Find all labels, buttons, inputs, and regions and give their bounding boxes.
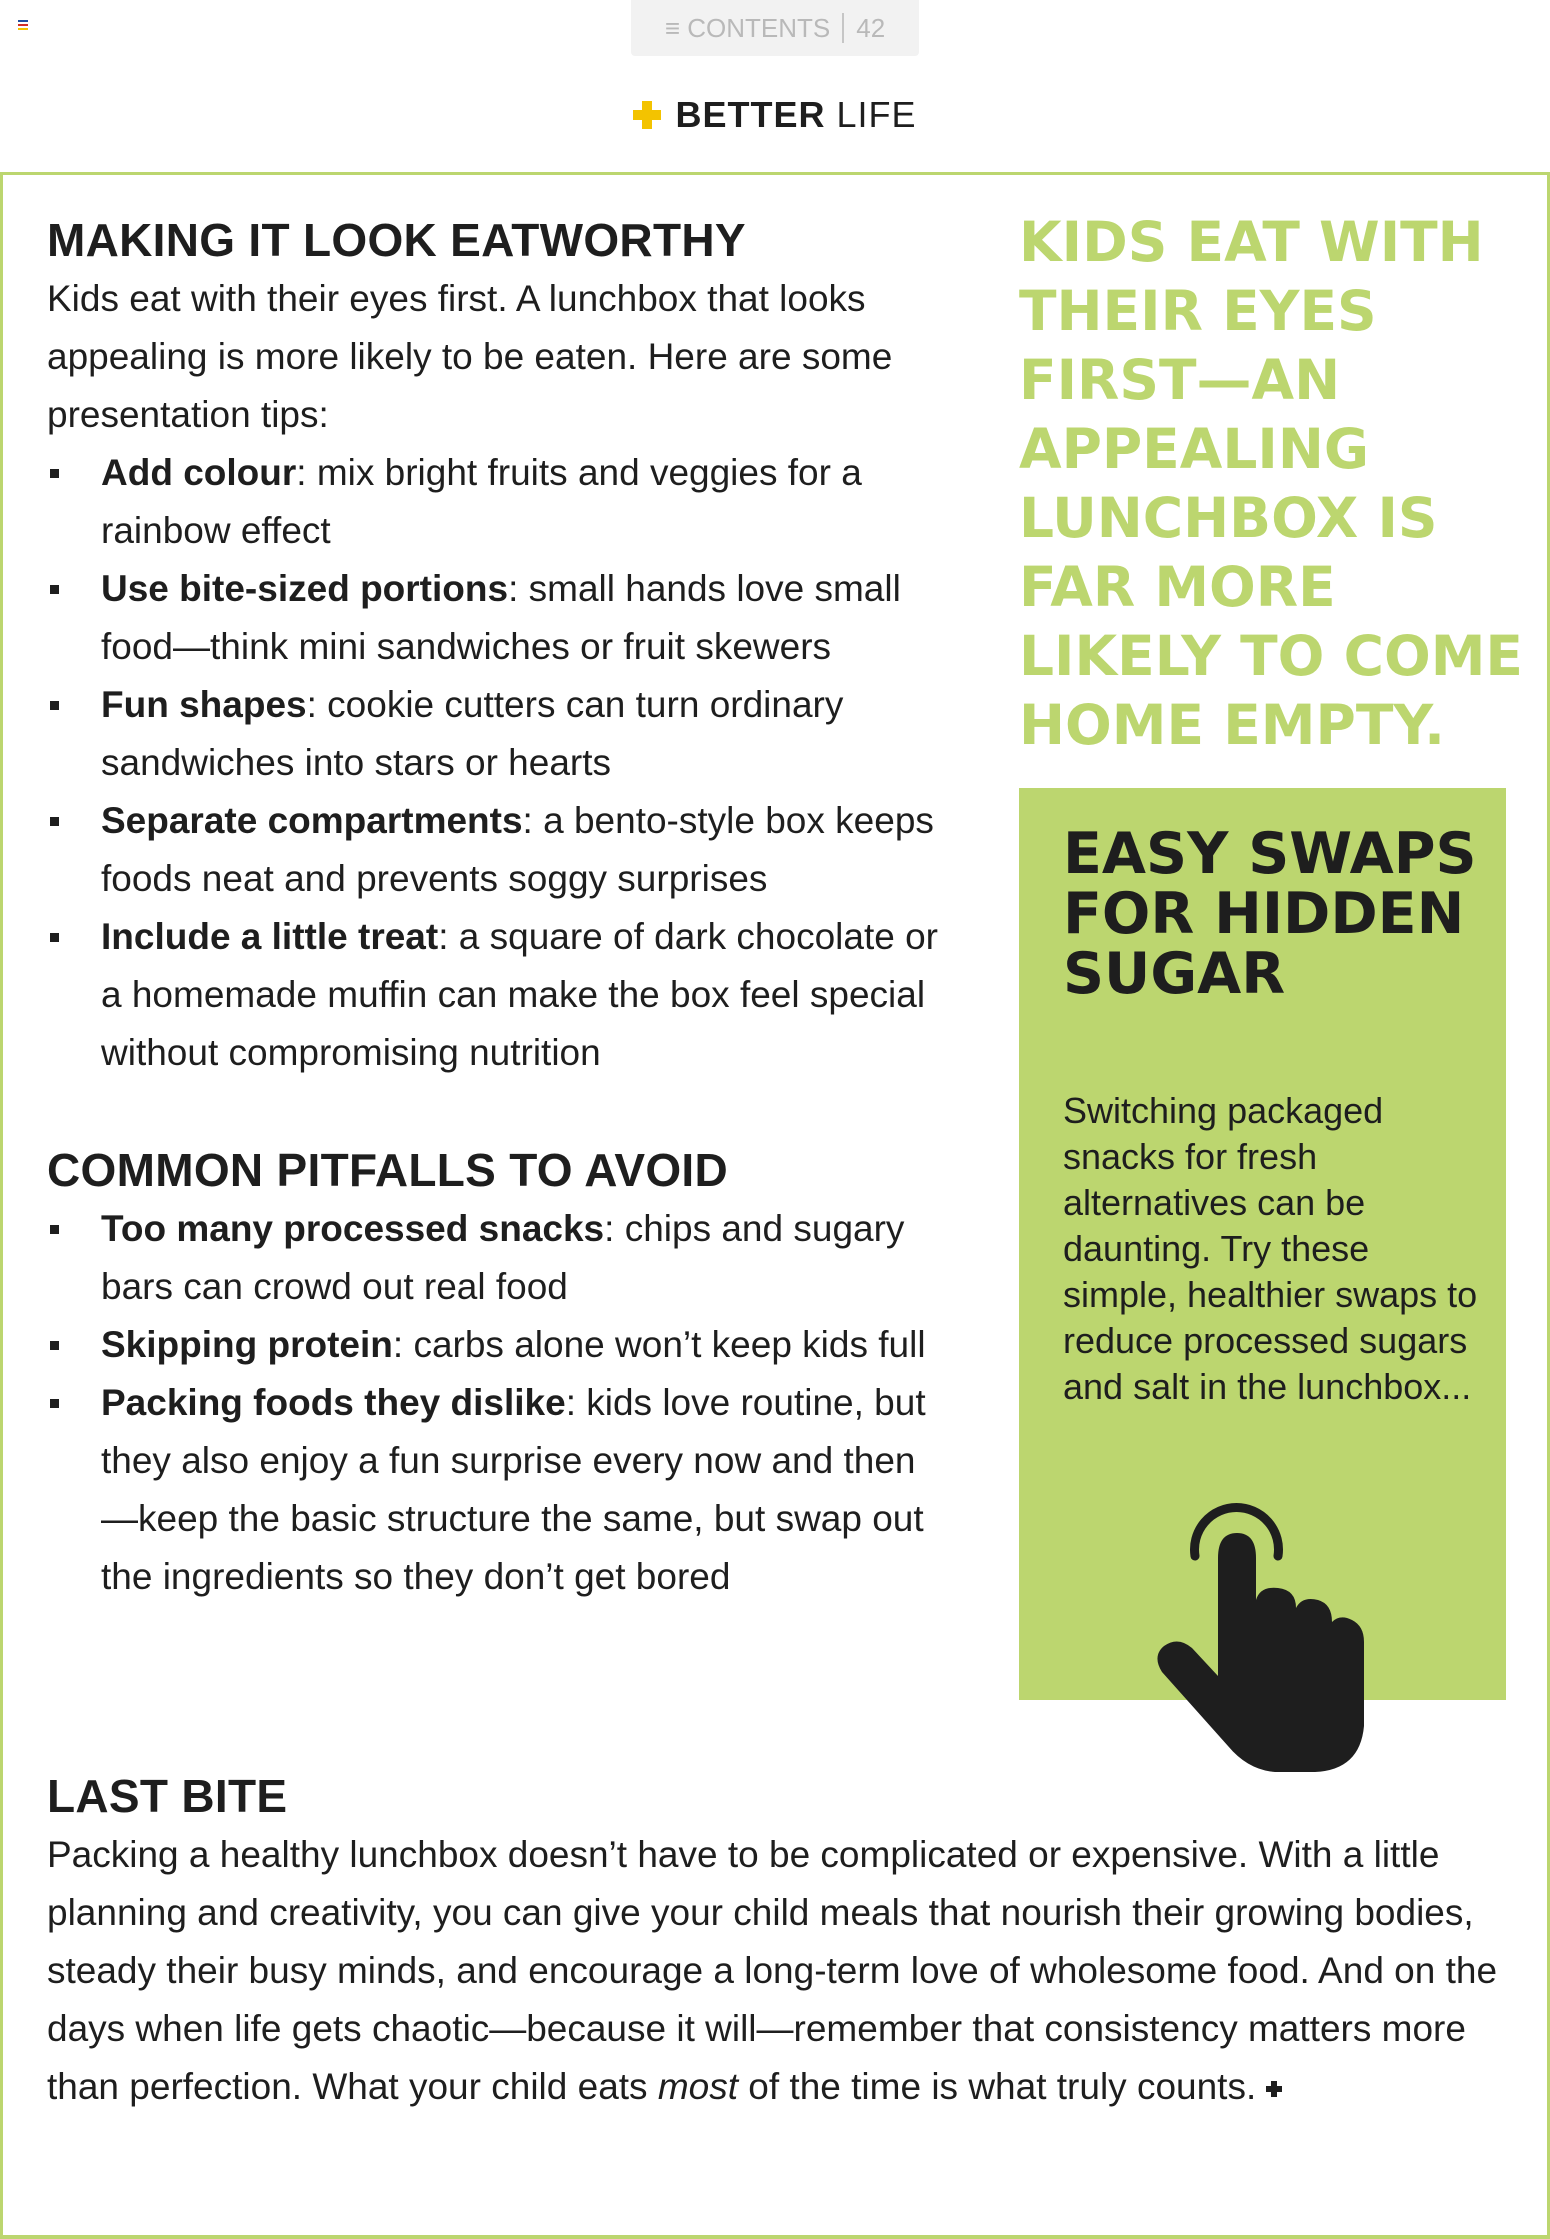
list-item: Separate compartments: a bento-style box keeps foods neat and prevents soggy surprises [47, 792, 967, 908]
section-masthead [0, 94, 1550, 136]
pitfalls-list [47, 1200, 967, 1606]
list-item: Include a little treat: a square of dark chocolate or a homemade muffin can make the box feel special without compromising nutrition [47, 908, 967, 1082]
list-item: Add colour: mix bright fruits and veggies for a rainbow effect [47, 444, 967, 560]
section-heading: LAST BITE [47, 1770, 288, 1822]
contents-tab[interactable] [631, 0, 919, 56]
end-mark-icon [1266, 2081, 1282, 2097]
tap-hand-icon[interactable] [1150, 1478, 1380, 1778]
list-item: Fun shapes: cookie cutters can turn ordinary sandwiches into stars or hearts [47, 676, 967, 792]
section-intro: Kids eat with their eyes first. A lunchbox that looks appealing is more likely to be eaten. Here are some presentation tips: [47, 278, 893, 435]
list-item: Too many processed snacks: chips and sugary bars can crowd out real food [47, 1200, 967, 1316]
plus-icon [633, 101, 661, 129]
last-bite-text: Packing a healthy lunchbox doesn’t have to be complicated or expensive. With a little planning and creativity, you can give your child meals that nourish their growing bodies, steady their busy minds, and encourage a long-term love of wholesome food. And on the days when life gets chaotic—because it will—remember that consistency matters more than perfection. What your child eats most of the time is what truly counts. [47, 1834, 1498, 2107]
menu-icon[interactable] [18, 20, 28, 32]
pull-quote: KIDS EAT WITH THEIR EYES FIRST—AN APPEALING LUNCHBOX IS FAR MORE LIKELY TO COME HOME EMPTY. [1019, 210, 1523, 757]
callout-body: Switching packaged snacks for fresh alternatives can be daunting. Try these simple, healthier swaps to reduce processed sugars and salt in the lunchbox... [1063, 1090, 1478, 1407]
section-heading: COMMON PITFALLS TO AVOID [47, 1144, 729, 1196]
tips-list [47, 444, 967, 1082]
last-bite-section [47, 1766, 1507, 2116]
masthead-title: BETTER LIFE [675, 94, 917, 135]
article-left-column [47, 210, 967, 1606]
tab-divider [842, 13, 844, 43]
contents-label[interactable]: ≡ CONTENTS [664, 12, 831, 43]
page-number: 42 [856, 12, 886, 43]
section-heading: MAKING IT LOOK EATWORTHY [47, 214, 746, 266]
callout-title: EASY SWAPS FOR HIDDEN SUGAR [1063, 821, 1477, 1007]
list-item: Packing foods they dislike: kids love routine, but they also enjoy a fun surprise every now and then—keep the basic structure the same, but swap out the ingredients so they don’t get bored [47, 1374, 967, 1606]
list-item: Use bite-sized portions: small hands love small food—think mini sandwiches or fruit skewers [47, 560, 967, 676]
list-item: Skipping protein: carbs alone won’t keep kids full [47, 1316, 967, 1374]
